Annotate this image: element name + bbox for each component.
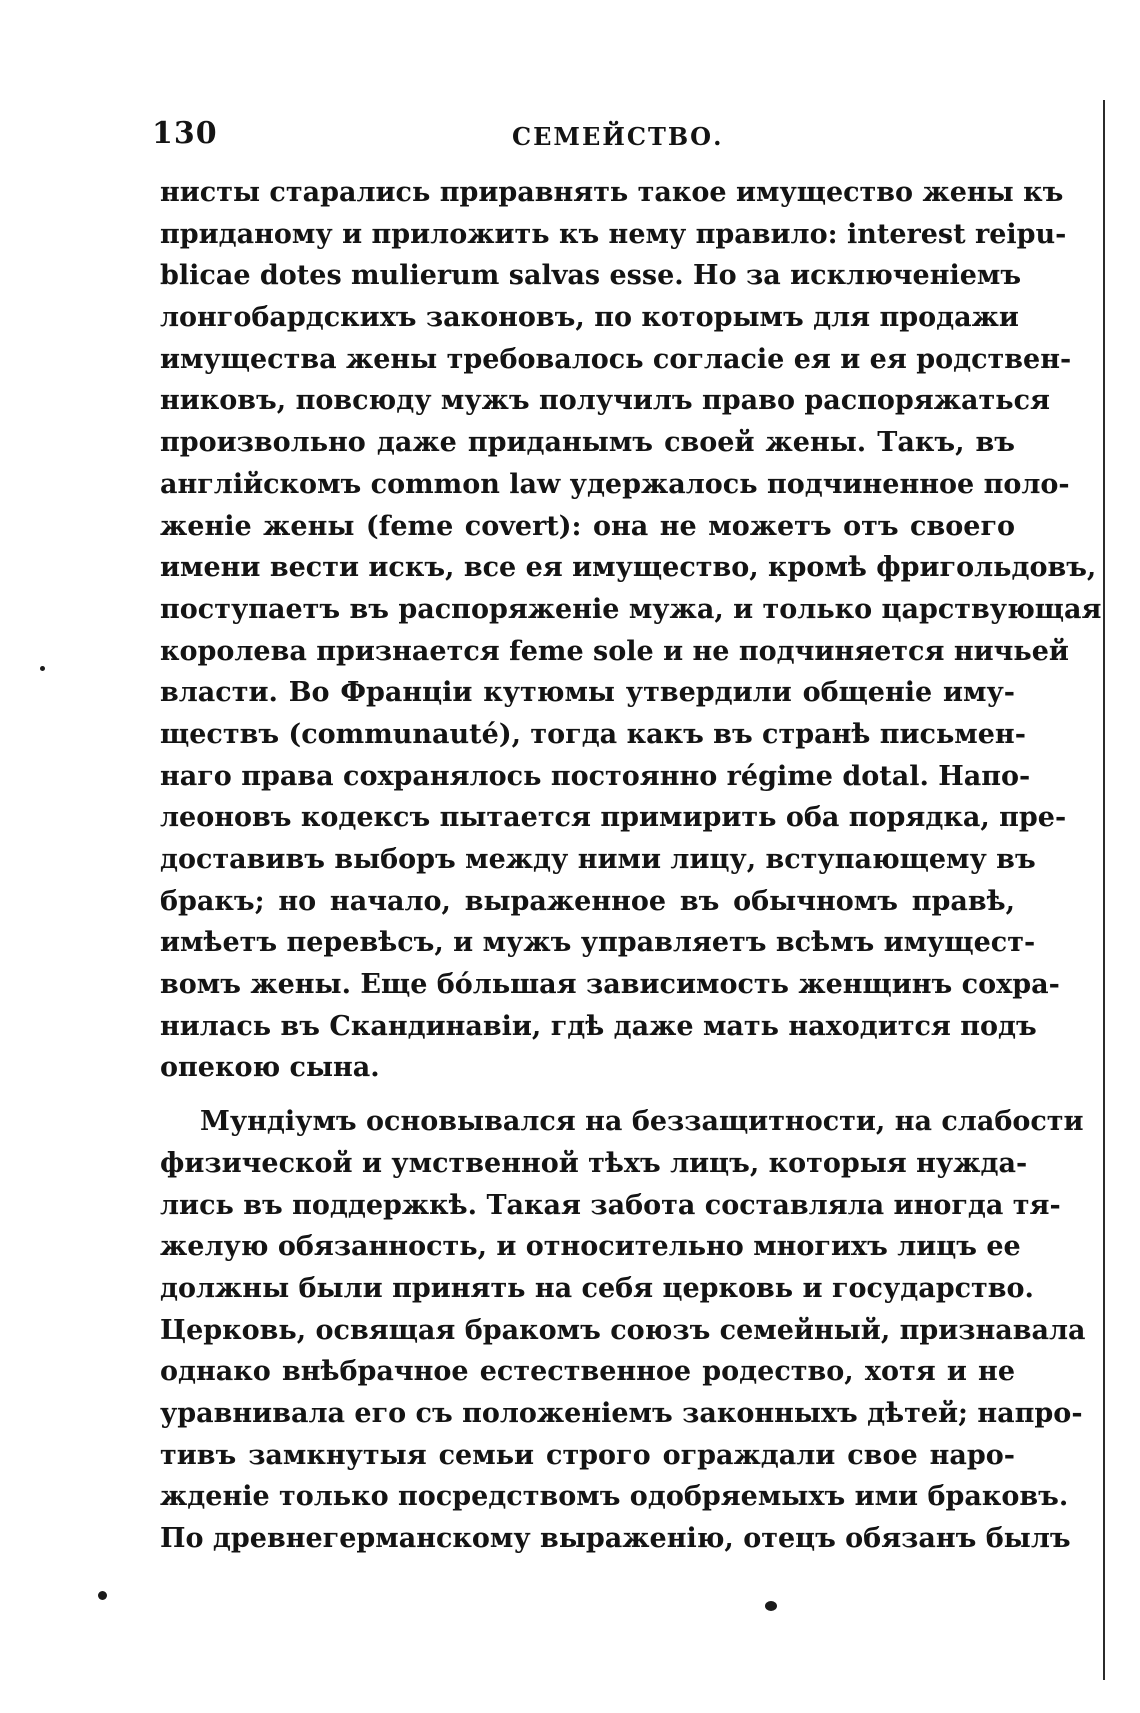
text-line: имени вести искъ, все ея имущество, кромѣ фригольдовъ, — [160, 552, 1097, 584]
text-line: лись въ поддержкѣ. Такая забота составляла иногда тя- — [160, 1189, 1061, 1221]
text-line: наго права сохранялось постоянно régime dotal. Напо- — [160, 760, 1031, 792]
text-line: поступаетъ въ распоряженіе мужа, и только царствующая — [160, 593, 1102, 625]
text-line: ществъ (communauté), тогда какъ въ странѣ письмен- — [160, 718, 1026, 750]
paragraph-1 — [160, 172, 1102, 1089]
page-edge-line — [1103, 100, 1105, 1680]
text-line: физической и умственной тѣхъ лицъ, которыя нужда- — [160, 1147, 1028, 1179]
text-line: приданому и приложить къ нему правило: interest reipu- — [160, 218, 1067, 250]
text-line: опекою сына. — [160, 1052, 380, 1084]
text-line: нисты старались приравнять такое имущество жены къ — [160, 177, 1064, 208]
text-line: имущества жены требовалось согласіе ея и ея родствен- — [160, 343, 1072, 375]
text-line: англійскомъ common law удержалось подчиненное поло- — [160, 468, 1070, 500]
ink-speck-mark — [40, 666, 45, 671]
ink-speck-mark — [98, 1591, 107, 1600]
text-line: лонгобардскихъ законовъ, по которымъ для продажи — [160, 302, 1019, 334]
text-line: бракъ; но начало, выраженное въ обычномъ правѣ, — [160, 885, 1015, 917]
text-line: По древнегерманскому выраженію, отецъ обязанъ былъ — [160, 1523, 1071, 1554]
page-header — [152, 112, 1022, 162]
text-line: королева признается feme sole и не подчиняется ничьей — [160, 635, 1069, 667]
paragraph-gap — [160, 1089, 1015, 1101]
text-line: доставивъ выборъ между ними лицу, вступающему въ — [160, 844, 1036, 875]
text-line: власти. Во Франціи кутюмы утвердили общеніе иму- — [160, 677, 1015, 709]
page-number: 130 — [152, 116, 218, 151]
text-line: blicae dotes mulierum salvas esse. Но за исключеніемъ — [160, 260, 1022, 292]
running-title: СЕМЕЙСТВО. — [512, 122, 724, 151]
paragraph-2 — [160, 1101, 1086, 1560]
body-text — [160, 172, 1102, 1560]
text-line: нилась въ Скандинавіи, гдѣ даже мать находится подъ — [160, 1010, 1037, 1042]
text-line: имѣетъ перевѣсъ, и мужъ управляетъ всѣмъ имущест- — [160, 927, 1036, 959]
text-line: желую обязанность, и относительно многихъ лицъ ее — [160, 1231, 1021, 1263]
text-line: произвольно даже приданымъ своей жены. Такъ, въ — [160, 427, 1015, 459]
text-line: женіе жены (feme covert): она не можетъ отъ своего — [160, 510, 1015, 542]
text-line: уравнивала его съ положеніемъ законныхъ дѣтей; напро- — [160, 1397, 1083, 1429]
text-line: леоновъ кодексъ пытается примирить оба порядка, пре- — [160, 802, 1067, 834]
text-line: Мундіумъ основывался на беззащитности, на слабости — [200, 1106, 1084, 1138]
text-line: однако внѣбрачное естественное родество, хотя и не — [160, 1356, 1015, 1388]
ink-speck-mark — [765, 1601, 777, 1611]
text-line: должны были принять на себя церковь и государство. — [160, 1272, 1034, 1304]
text-line: Церковь, освящая бракомъ союзъ семейный, признавала — [160, 1314, 1086, 1346]
text-line: тивъ замкнутыя семьи строго ограждали свое наро- — [160, 1439, 1015, 1471]
text-line: вомъ жены. Еще бóльшая зависимость женщинъ сохра- — [160, 969, 1060, 1001]
text-line: никовъ, повсюду мужъ получилъ право распоряжаться — [160, 385, 1050, 417]
text-line: жденіе только посредствомъ одобряемыхъ ими браковъ. — [160, 1481, 1069, 1513]
